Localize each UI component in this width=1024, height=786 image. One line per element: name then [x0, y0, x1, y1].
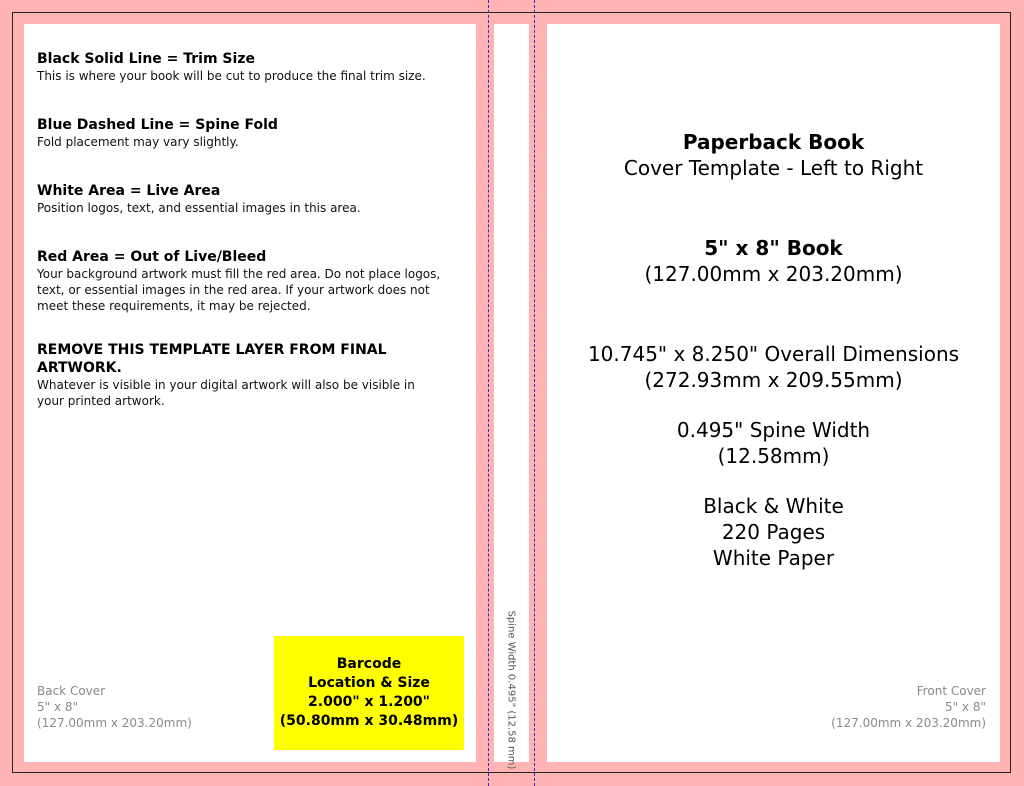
- info-title: Red Area = Out of Live/Bleed: [37, 249, 267, 265]
- front-cover-metric: (127.00mm x 203.20mm): [831, 716, 986, 730]
- barcode-line-2: Location & Size: [308, 675, 430, 691]
- spine-width-label: Spine Width 0.495" (12.58 mm): [505, 610, 517, 770]
- barcode-line-3: 2.000" x 1.200": [308, 694, 430, 710]
- front-subheading: Cover Template - Left to Right: [623, 156, 924, 180]
- info-text: This is where your book will be cut to produce the final trim size.: [37, 69, 426, 83]
- info-text: Your background artwork must fill the red area. Do not place logos, text, or essential images in the red area. If your artwork does not meet these requirements, it may be rejected.: [37, 267, 441, 313]
- front-overall-metric: (272.93mm x 209.55mm): [644, 368, 903, 392]
- info-title: White Area = Live Area: [37, 183, 221, 199]
- front-book-size: 5" x 8" Book: [704, 236, 843, 260]
- back-cover-name: Back Cover: [37, 684, 106, 698]
- info-text: Whatever is visible in your digital artwork will also be visible in your printed artwork.: [37, 378, 415, 408]
- barcode-line-4: (50.80mm x 30.48mm): [279, 713, 459, 729]
- front-ink: Black & White: [703, 494, 844, 518]
- info-text: Fold placement may vary slightly.: [37, 135, 239, 149]
- info-text: Position logos, text, and essential images in this area.: [37, 201, 361, 215]
- info-spine-fold: [37, 116, 462, 150]
- front-heading: Paperback Book: [682, 130, 865, 154]
- info-title: Blue Dashed Line = Spine Fold: [37, 117, 278, 133]
- spine-fold-line-left: [488, 0, 489, 786]
- info-trim-size: [37, 50, 462, 84]
- front-paper: White Paper: [712, 546, 835, 570]
- info-title: REMOVE THIS TEMPLATE LAYER FROM FINAL ARTWORK.: [37, 342, 387, 376]
- barcode-area: [274, 636, 464, 750]
- back-cover-label: [37, 683, 192, 731]
- info-title: Black Solid Line = Trim Size: [37, 51, 255, 67]
- back-cover-size: 5" x 8": [37, 700, 79, 714]
- front-book-size-metric: (127.00mm x 203.20mm): [644, 262, 903, 286]
- front-pages: 220 Pages: [721, 520, 826, 544]
- front-cover-label: [831, 683, 986, 731]
- info-bleed-area: [37, 248, 462, 314]
- info-live-area: [37, 182, 462, 216]
- front-spine-width-metric: (12.58mm): [717, 444, 830, 468]
- front-cover-size: 5" x 8": [944, 700, 986, 714]
- front-spine-width: 0.495" Spine Width: [676, 418, 871, 442]
- barcode-line-1: Barcode: [336, 656, 402, 672]
- spine-fold-line-right: [534, 0, 535, 786]
- front-cover-name: Front Cover: [916, 684, 986, 698]
- front-overall-dimensions: 10.745" x 8.250" Overall Dimensions: [587, 342, 960, 366]
- info-remove-template: [37, 341, 417, 409]
- back-cover-metric: (127.00mm x 203.20mm): [37, 716, 192, 730]
